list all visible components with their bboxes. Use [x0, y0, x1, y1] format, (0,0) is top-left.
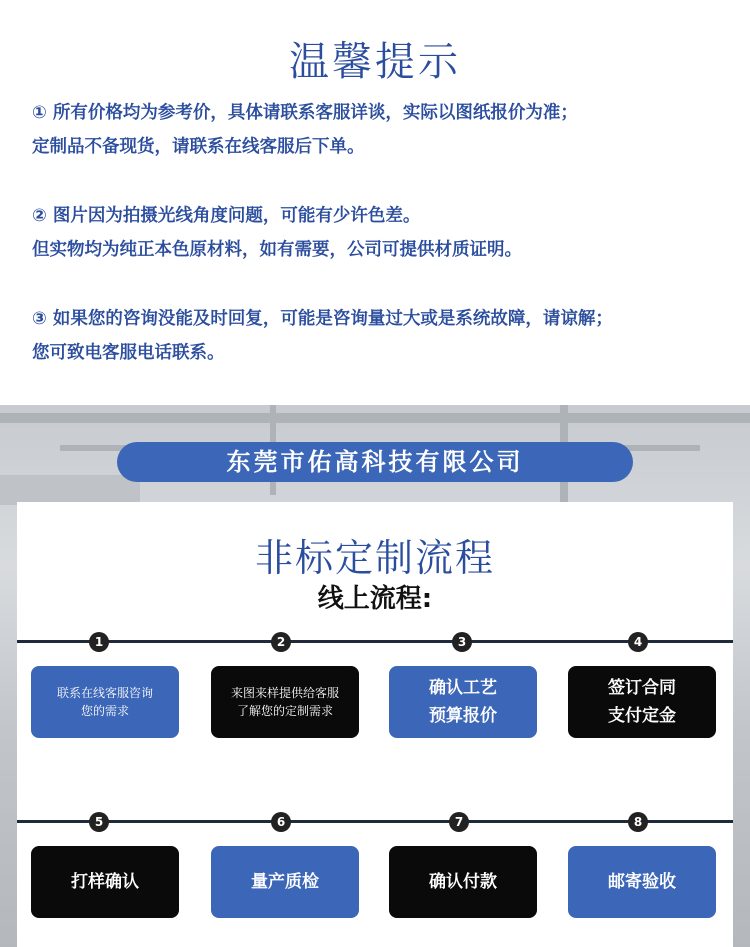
step-4-line-2: 支付定金 — [608, 706, 676, 726]
process-title: 非标定制流程 — [254, 536, 495, 580]
timeline-line-bottom — [17, 820, 733, 823]
step-2-line-2: 了解您的定制需求 — [236, 704, 333, 718]
step-number-3: 3 — [452, 632, 472, 652]
step-box-8 — [568, 846, 716, 918]
step-8-line-1: 邮寄验收 — [608, 872, 676, 892]
step-number-8: 8 — [628, 812, 648, 832]
notice-item-1-line-2: 定制品不备现货，请联系在线客服后下单。 — [32, 137, 365, 157]
step-number-2: 2 — [271, 632, 291, 652]
step-3-line-1: 确认工艺 — [429, 678, 497, 698]
process-subtitle: 线上流程: — [317, 584, 433, 614]
notice-title: 温馨提示 — [289, 39, 461, 85]
step-number-7: 7 — [449, 812, 469, 832]
step-number-1: 1 — [89, 632, 109, 652]
step-box-4 — [568, 666, 716, 738]
step-box-6 — [211, 846, 359, 918]
step-1-line-1: 联系在线客服咨询 — [56, 686, 153, 700]
step-number-5: 5 — [89, 812, 109, 832]
notice-item-2-line-2: 但实物均为纯正本色原材料，如有需要，公司可提供材质证明。 — [32, 240, 522, 260]
notice-item-1 — [32, 96, 732, 164]
step-6-line-1: 量产质检 — [251, 872, 319, 892]
step-box-7 — [389, 846, 537, 918]
notice-item-2 — [32, 199, 732, 267]
step-box-3 — [389, 666, 537, 738]
step-box-1 — [31, 666, 179, 738]
step-4-line-1: 签订合同 — [608, 678, 676, 698]
step-5-line-1: 打样确认 — [71, 872, 139, 892]
timeline-line-top — [17, 640, 733, 643]
notice-item-3-line-2: 您可致电客服电话联系。 — [32, 343, 225, 363]
company-name-banner: 东莞市佑高科技有限公司 — [117, 442, 633, 482]
notice-item-1-line-1: ① 所有价格均为参考价，具体请联系客服详谈，实际以图纸报价为准； — [32, 103, 578, 123]
step-3-line-2: 预算报价 — [429, 706, 497, 726]
notice-item-2-line-1: ② 图片因为拍摄光线角度问题，可能有少许色差。 — [32, 206, 421, 226]
notice-section — [0, 0, 750, 405]
step-box-5 — [31, 846, 179, 918]
notice-item-3 — [32, 302, 732, 370]
step-2-line-1: 来图来样提供给客服 — [230, 686, 339, 700]
step-1-line-2: 您的需求 — [80, 704, 129, 718]
step-7-line-1: 确认付款 — [429, 872, 497, 892]
step-number-4: 4 — [628, 632, 648, 652]
notice-item-3-line-1: ③ 如果您的咨询没能及时回复，可能是咨询量过大或是系统故障，请谅解； — [32, 309, 613, 329]
step-number-6: 6 — [271, 812, 291, 832]
step-box-2 — [211, 666, 359, 738]
